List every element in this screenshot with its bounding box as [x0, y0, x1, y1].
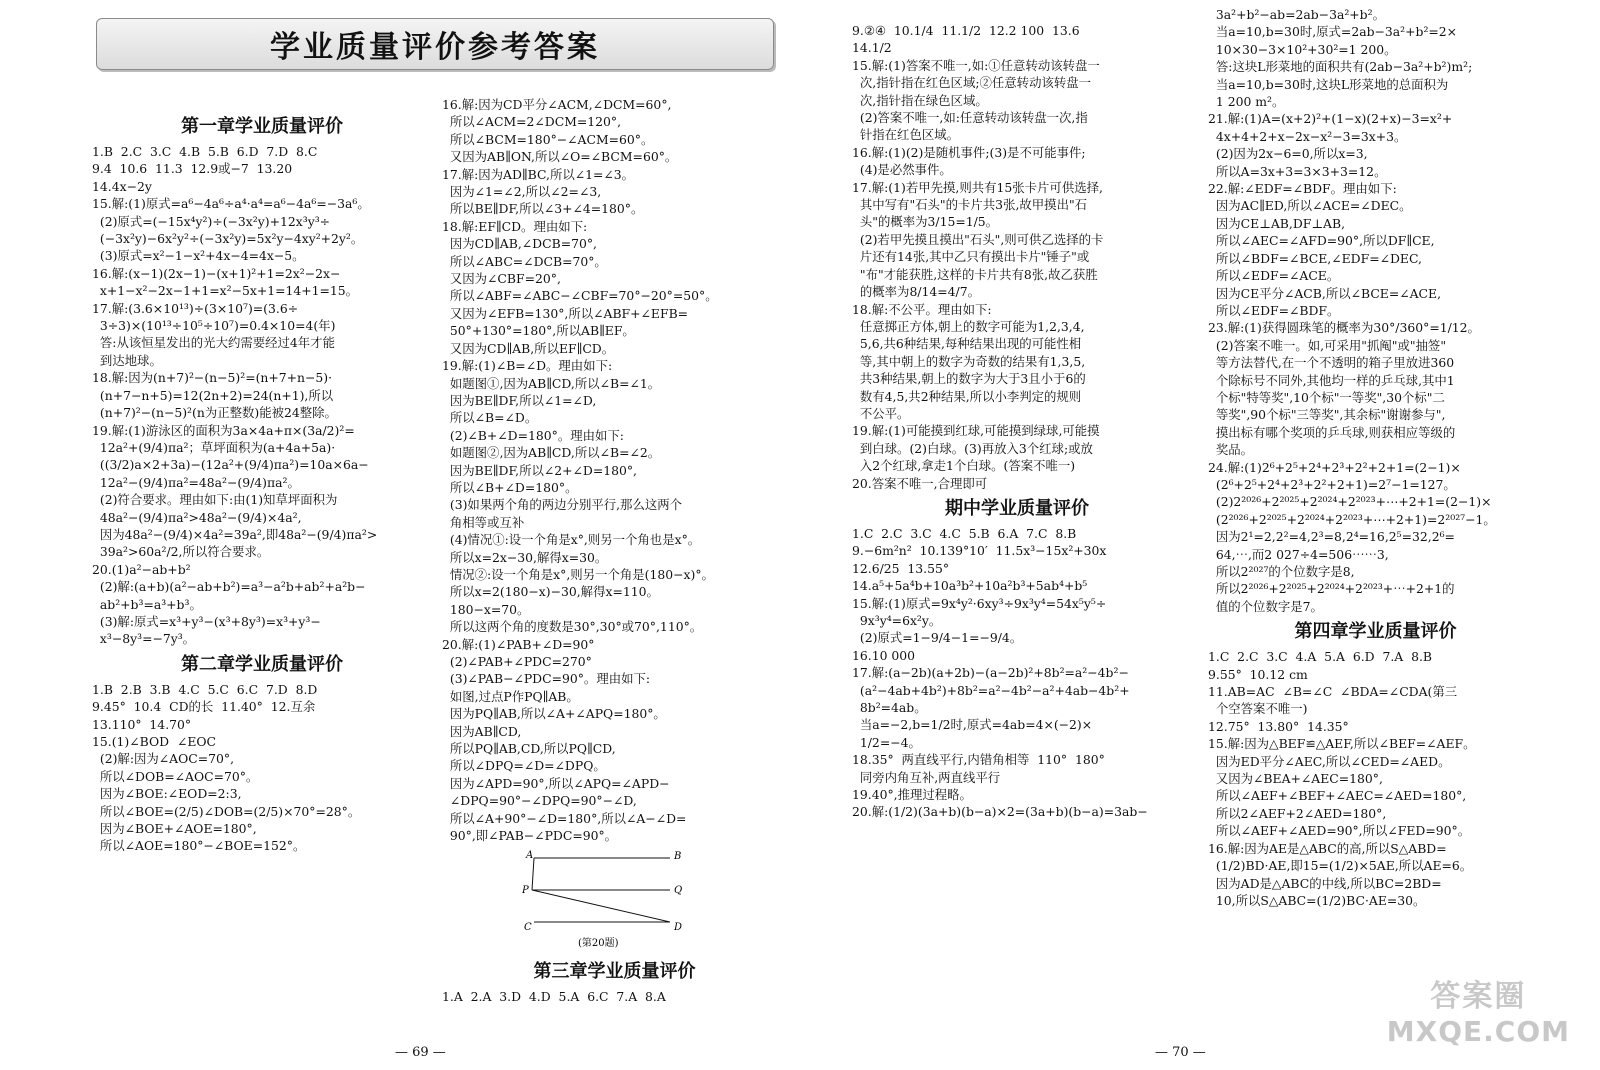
answer-line: 19.解:(1)可能摸到红球,可能摸到绿球,可能摸 — [852, 423, 1100, 439]
answer-line: 因为AC∥ED,所以∠ACE=∠DEC。 — [1208, 198, 1412, 214]
answer-line: 同旁内角互补,两直线平行 — [852, 769, 1001, 785]
answer-line: x³−8y³=−7y³。 — [92, 631, 196, 647]
answer-line: 到白球。(2)白球。(3)再放入3个红球;或放 — [852, 440, 1093, 456]
figure-20 — [522, 850, 787, 954]
answer-line: 所以∠AEF+∠BEF+∠AEC=∠AED=180°, — [1208, 788, 1467, 804]
answer-line: 所以∠ACM=2∠DCM=120°, — [442, 114, 622, 130]
answer-line: 5,6,共6种结果,每种结果出现的可能性相 — [852, 336, 1082, 352]
answer-line: 4x+4+2+x−2x−x²−3=3x+3。 — [1208, 128, 1407, 144]
answer-line: 所以BE∥DF,所以∠3+∠4=180°。 — [442, 201, 644, 217]
chapter3-heading: 第三章学业质量评价 — [533, 960, 696, 982]
answer-line: 又因为CD∥AB,所以EF∥CD。 — [442, 340, 615, 356]
answer-line: 又因为∠EFB=130°,所以∠ABF+∠EFB= — [442, 305, 689, 321]
answer-line: 所以x=2x−30,解得x=30。 — [442, 549, 608, 565]
answer-line: 所以∠ABF=∠ABC−∠CBF=70°−20°=50°。 — [442, 288, 718, 304]
answer-line: 22.解:∠EDF=∠BDF。理由如下: — [1208, 181, 1397, 197]
answer-line: 48a²−(9/4)πa²>48a²−(9/4)×4a², — [92, 509, 302, 525]
answer-line: 因为BE∥DF,所以∠1=∠D, — [442, 392, 597, 408]
answer-line: 10×30−3×10²+30²=1 200。 — [1208, 41, 1397, 57]
answer-line: 所以∠B=∠D。 — [442, 410, 538, 426]
watermark-cn: 答案圈 — [1430, 979, 1527, 1014]
answer-line: 12a²+(9/4)πa²；草坪面积为(a+4a+5a)· — [92, 439, 336, 455]
page-number-left: — 69 — — [395, 1045, 446, 1060]
chapter1-heading: 第一章学业质量评价 — [181, 116, 343, 137]
answer-line: 的概率为8/14=4/7。 — [852, 284, 980, 300]
answer-line: 20.(1)a²−ab+b² — [92, 561, 191, 577]
answer-line: 39a²>60a²/2,所以符合要求。 — [92, 544, 270, 560]
answer-line: 180−x=70。 — [442, 601, 530, 617]
answer-line: (2)∠PAB+∠PDC=270° — [442, 654, 592, 669]
answer-line: 针指在红色区域。 — [852, 127, 960, 143]
answer-line: 因为2¹=2,2²=4,2³=8,2⁴=16,2⁵=32,2⁶= — [1208, 529, 1455, 545]
answer-line: 1.C 2.C 3.C 4.C 5.B 6.A 7.C 8.B — [852, 525, 1077, 541]
answer-line: 50°+130°=180°,所以AB∥EF。 — [442, 323, 635, 339]
chapter2-heading: 第二章学业质量评价 — [181, 653, 343, 675]
answer-line: 值的个位数字是7。 — [1208, 598, 1323, 614]
answer-line: 因为∠1=∠2,所以∠2=∠3, — [442, 184, 602, 200]
label-d: D — [674, 922, 683, 934]
answer-line: 19.解:(1)游泳区的面积为3a×4a+π×(3a/2)²= — [92, 422, 355, 438]
answer-line: 又因为∠BEA+∠AEC=180°, — [1208, 771, 1383, 787]
answer-line: (4)是必然事件。 — [852, 162, 952, 178]
answer-line: 20.答案不唯一,合理即可 — [852, 475, 988, 491]
answer-line: 所以PQ∥AB,CD,所以PQ∥CD, — [442, 741, 616, 757]
chapter4-answers — [1208, 648, 1543, 909]
answer-line: 13.110° 14.70° — [92, 716, 192, 732]
answer-line: 因为AB∥CD, — [442, 723, 522, 739]
answer-line: 又因为AB∥ON,所以∠O=∠BCM=60°。 — [442, 149, 678, 165]
answer-line: 9.②④ 10.1/4 11.1/2 12.2 100 13.6 — [852, 23, 1080, 38]
answer-line: 所以∠ABC=∠DCB=70°。 — [442, 253, 607, 269]
answer-line: 1.B 2.C 3.C 4.B 5.B 6.D 7.D 8.C — [92, 144, 318, 159]
answer-line: 所以∠BCM=180°−∠ACM=60°。 — [442, 131, 654, 147]
answer-line: 11.AB=AC ∠B=∠C ∠BDA=∠CDA(第三 — [1208, 684, 1458, 700]
answer-line: 9.4 10.6 11.3 12.9或−7 13.20 — [92, 161, 293, 177]
answer-line: 16.解:因为AE是△ABC的高,所以S△ABD= — [1208, 840, 1447, 856]
answer-line: 12a²−(9/4)πa²=48a²−(9/4)πa²。 — [92, 474, 300, 490]
answer-line: 又因为∠CBF=20°, — [442, 271, 561, 287]
answer-line: 16.解:(1)(2)是随机事件;(3)是不可能事件; — [852, 144, 1086, 160]
answer-line: 23.解:(1)获得圆珠笔的概率为30°/360°=1/12。 — [1208, 320, 1480, 336]
answer-line: 8b²=4ab。 — [852, 700, 927, 716]
answer-line: 15.解:(1)原式=a⁶−4a⁶÷a⁴·a⁴=a⁶−4a⁶=−3a⁶。 — [92, 196, 370, 212]
answer-line: 14.1/2 — [852, 40, 892, 56]
answer-line: (2⁶+2⁵+2⁴+2³+2²+2+1)=2⁷−1=127。 — [1208, 476, 1456, 492]
answer-line: 15.解:(1)答案不唯一,如:①任意转动该转盘一 — [852, 57, 1100, 73]
answer-line: 答:从该恒星发出的光大约需要经过4年才能 — [92, 335, 335, 351]
answer-line: 头"的概率为3/15=1/5。 — [852, 214, 999, 230]
title-banner — [96, 18, 774, 70]
answer-line: 90°,即∠PAB−∠PDC=90°。 — [442, 828, 618, 844]
answer-line: 个除标号不同外,其他均一样的乒乓球,其中1 — [1208, 372, 1455, 388]
answer-line: 因为CE⊥AB,DF⊥AB, — [1208, 215, 1346, 231]
answer-line: 18.解:因为(n+7)²−(n−5)²=(n+7+n−5)· — [92, 370, 333, 386]
answer-line: 所以2∠AEF+2∠AED=180°, — [1208, 805, 1387, 821]
answer-line: 所以∠EDF=∠ACE。 — [1208, 268, 1340, 284]
answer-line: 片还有14张,其中乙只有摸出卡片"锤子"或 — [852, 249, 1090, 265]
column-3 — [852, 22, 1182, 821]
answer-line: 到达地球。 — [92, 352, 162, 368]
watermark — [1387, 971, 1570, 1048]
label-b: B — [674, 851, 682, 863]
answer-line: ((3/2)a×2+3a)−(12a²+(9/4)πa²)=10a×6a− — [92, 457, 369, 473]
answer-line: 因为∠BOE+∠AOE=180°, — [92, 821, 257, 837]
answer-line: (2)符合要求。理由如下:由(1)知草坪面积为 — [92, 492, 338, 508]
answer-line: 16.10 000 — [852, 647, 916, 663]
chapter1-answers — [92, 143, 432, 648]
answer-line: 10,所以S△ABC=(1/2)BC·AE=30。 — [1208, 892, 1426, 908]
answer-line: 不公平。 — [852, 405, 910, 421]
answer-line: 17.解:(1)若甲先摸,则共有15张卡片可供选择, — [852, 179, 1103, 195]
column-4 — [1208, 6, 1543, 909]
midterm-answers — [852, 525, 1182, 821]
answer-line: 所以∠B+∠D=180°。 — [442, 479, 578, 495]
answer-line: "布"才能获胜,这样的卡片共有8张,故乙获胜 — [852, 266, 1098, 282]
chapter3-answers-cont — [852, 22, 1182, 492]
answer-line: 数有4,5,共2种结果,所以小李判定的规则 — [852, 388, 1082, 404]
answer-line: ab²+b³=a³+b³。 — [92, 596, 202, 612]
answer-line: 1.A 2.A 3.D 4.D 5.A 6.C 7.A 8.A — [442, 988, 666, 1004]
answer-line: 奖品。 — [1208, 442, 1254, 458]
answer-line: 18.解:EF∥CD。理由如下: — [442, 218, 588, 234]
answer-line: 所以∠EDF=∠BDF。 — [1208, 302, 1340, 318]
answer-line: 9.45° 10.4 CD的长 11.40° 12.互余 — [92, 699, 316, 715]
page-number-right: — 70 — — [1155, 1045, 1206, 1060]
chapter3-answers — [442, 988, 787, 1005]
answer-line: 1/2=−4。 — [852, 734, 921, 750]
answer-line: 20.解:(1)∠PAB+∠D=90° — [442, 636, 595, 652]
answer-line: 所以这两个角的度数是30°,30°或70°,110°。 — [442, 619, 703, 635]
answer-line: 所以∠DOB=∠AOC=70°。 — [92, 768, 259, 784]
answer-line: (2)答案不唯一,如:任意转动该转盘一次,指 — [852, 110, 1088, 126]
answer-line: 因为PQ∥AB,所以∠A+∠APQ=180°。 — [442, 706, 666, 722]
answer-line: 答:这块L形菜地的面积共有(2ab−3a²+b²)m²; — [1208, 59, 1473, 75]
answer-line: 次,指针指在绿色区域。 — [852, 92, 988, 108]
answer-line: (2)∠B+∠D=180°。理由如下: — [442, 427, 624, 443]
answer-line: 1 200 m²。 — [1208, 94, 1285, 110]
answer-line: 所以x=2(180−x)−30,解得x=110。 — [442, 584, 659, 600]
watermark-en: MXQE.COM — [1386, 1015, 1570, 1048]
answer-line: 17.解:(3.6×10¹³)÷(3×10⁷)=(3.6÷ — [92, 300, 299, 316]
answer-line: 17.解:因为AD∥BC,所以∠1=∠3。 — [442, 166, 635, 182]
answer-line: 9.55° 10.12 cm — [1208, 666, 1308, 682]
answer-line: (2)解:因为∠AOC=70°, — [92, 751, 235, 767]
answer-line: 因为BE∥DF,所以∠2+∠D=180°, — [442, 462, 637, 478]
answer-line: (2)原式=1−9/4−1=−9/4。 — [852, 630, 1023, 646]
answer-line: 情况②:设一个角是x°,则另一个角是(180−x)°。 — [442, 566, 714, 582]
answer-line: 如题图②,因为AB∥CD,所以∠B=∠2。 — [442, 445, 661, 461]
answer-line: 如题图①,因为AB∥CD,所以∠B=∠1。 — [442, 375, 661, 391]
answer-line: 9.−6m²n² 10.139°10′ 11.5x³−15x²+30x — [852, 543, 1107, 559]
answer-line: 等奖",90个标"三等奖",其余标"谢谢参与", — [1208, 407, 1446, 423]
midterm-answers-cont — [1208, 6, 1543, 615]
answer-line: 所以∠A+90°−∠D=180°,所以∠A−∠D= — [442, 810, 687, 826]
answer-line: 所以∠BOE=(2/5)∠DOB=(2/5)×70°=28°。 — [92, 803, 361, 819]
answer-line: 所以2²⁰²⁶+2²⁰²⁵+2²⁰²⁴+2²⁰²³+⋯+2+1的 — [1208, 581, 1455, 597]
chapter2-answers — [92, 681, 432, 855]
answer-line: (2)解:(a+b)(a²−ab+b²)=a³−a²b+ab²+a²b− — [92, 579, 366, 595]
answer-line: 15.解:(1)原式=9x⁴y²·6xy³÷9x³y⁴=54x⁵y⁵÷ — [852, 595, 1107, 611]
answer-line: 次,指针指在红色区域;②任意转动该转盘一 — [852, 75, 1092, 91]
midterm-heading: 期中学业质量评价 — [945, 497, 1089, 519]
answer-line: 21.解:(1)A=(x+2)²+(1−x)(2+x)−3=x²+ — [1208, 111, 1453, 127]
answer-line: (n+7)²−(n−5)²(n为正整数)能被24整除。 — [92, 405, 337, 421]
answer-line: (−3x²y)−6x²y²÷(−3x²y)=5x²y−4xy²+2y²。 — [92, 231, 364, 247]
answer-line: 其中写有"石头"的卡片共3张,故甲摸出"石 — [852, 197, 1088, 213]
label-a: A — [526, 850, 534, 862]
answer-line: 因为∠APD=90°,所以∠APQ=∠APD− — [442, 775, 670, 791]
answer-line: (a²−4ab+4b²)+8b²=a²−4b²−a²+4ab−4b²+ — [852, 682, 1130, 698]
answer-line: (3)如果两个角的两边分别平行,那么这两个 — [442, 497, 683, 513]
chapter4-heading: 第四章学业质量评价 — [1294, 621, 1457, 643]
answer-line: 因为48a²−(9/4)×4a²=39a²,即48a²−(9/4)πa²> — [92, 526, 378, 542]
answer-line: 等,其中朝上的数字为奇数的结果有1,3,5, — [852, 353, 1086, 369]
answer-line: 3a²+b²−ab=2ab−3a²+b²。 — [1208, 7, 1385, 22]
answer-line: ∠DPQ=90°−∠DPQ=90°−∠D, — [442, 793, 637, 809]
answer-line: 14.4x−2y — [92, 178, 152, 194]
label-c: C — [524, 922, 532, 934]
answer-line: 当a=10,b=30时,原式=2ab−3a²+b²=2× — [1208, 24, 1458, 40]
answer-line: 因为∠BOE:∠EOD=2:3, — [92, 786, 242, 802]
answer-line: 12.6/25 13.55° — [852, 560, 950, 576]
answer-line: 所以∠DPQ=∠D=∠DPQ。 — [442, 758, 606, 774]
answer-line: 所以∠AEF+∠AED=90°,所以∠FED=90°。 — [1208, 823, 1471, 839]
answer-line: 因为CE平分∠ACB,所以∠BCE=∠ACE, — [1208, 285, 1442, 301]
answer-line: (1/2)BD·AE,即15=(1/2)×5AE,所以AE=6。 — [1208, 858, 1473, 874]
answer-line: (2)若甲先摸且摸出"石头",则可供乙选择的卡 — [852, 231, 1104, 247]
answer-line: 角相等或互补 — [442, 514, 525, 530]
answer-line: (2)2²⁰²⁶+2²⁰²⁵+2²⁰²⁴+2²⁰²³+⋯+2+1=(2−1)× — [1208, 494, 1492, 510]
answer-line: 14.a⁵+5a⁴b+10a³b²+10a²b³+5ab⁴+b⁵ — [852, 578, 1088, 594]
answer-line: 18.解:不公平。理由如下: — [852, 301, 992, 317]
label-q: Q — [674, 885, 683, 897]
answer-line: 1.B 2.B 3.B 4.C 5.C 6.C 7.D 8.D — [92, 681, 318, 697]
answer-line: (2)原式=(−15x⁴y²)÷(−3x²y)+12x³y³÷ — [92, 213, 331, 229]
answer-line: 9x³y⁴=6x²y。 — [852, 613, 942, 628]
answer-line: 个标"特等奖",10个标"一等奖",30个标"二 — [1208, 389, 1445, 405]
answer-line: (3)原式=x²−1−x²+4x−4=4x−5。 — [92, 248, 305, 264]
answer-line: (2)答案不唯一。如,可采用"抓阄"或"抽签" — [1208, 337, 1447, 353]
answer-line: 当a=10,b=30时,这块L形菜地的总面积为 — [1208, 76, 1449, 92]
answer-line: 摸出标有哪个奖项的乒乓球,则获相应等级的 — [1208, 424, 1456, 440]
answer-line: 因为AD是△ABC的中线,所以BC=2BD= — [1208, 875, 1442, 891]
answer-line: 因为ED平分∠AEC,所以∠CED=∠AED。 — [1208, 753, 1451, 769]
label-p: P — [522, 885, 529, 897]
answer-line: (4)情况①:设一个角是x°,则另一个角也是x°。 — [442, 532, 701, 548]
figure-caption: (第20题) — [578, 938, 619, 950]
answer-line: 18.35° 两直线平行,内错角相等 110° 180° — [852, 752, 1105, 768]
answer-line: 20.解:(1/2)(3a+b)(b−a)×2=(3a+b)(b−a)=3ab− — [852, 804, 1148, 820]
answer-line: 16.解:因为CD平分∠ACM,∠DCM=60°, — [442, 97, 672, 112]
answer-line: 入2个红球,拿走1个白球。(答案不唯一) — [852, 458, 1076, 474]
answer-line: 17.解:(a−2b)(a+2b)−(a−2b)²+8b²=a²−4b²− — [852, 665, 1129, 681]
answer-line: x+1−x²−2x−1+1=x²−5x+1=14+1=15。 — [92, 283, 359, 299]
answer-line: 因为CD∥AB,∠DCB=70°, — [442, 236, 597, 252]
answer-line: 当a=−2,b=1/2时,原式=4ab=4×(−2)× — [852, 717, 1093, 733]
answer-line: 19.40°,推理过程略。 — [852, 787, 972, 803]
answer-line: (3)解:原式=x³+y³−(x³+8y³)=x³+y³− — [92, 613, 321, 629]
answer-line: 15.解:因为△BEF≌△AEF,所以∠BEF=∠AEF。 — [1208, 736, 1476, 752]
answer-line: 共3种结果,朝上的数字为大于3且小于6的 — [852, 371, 1086, 387]
answer-line: 所以2²⁰²⁷的个位数字是8, — [1208, 564, 1355, 579]
answer-line: 所以∠BDF=∠BCE,∠EDF=∠DEC, — [1208, 250, 1422, 266]
answer-line: 1.C 2.C 3.C 4.A 5.A 6.D 7.A 8.B — [1208, 649, 1433, 665]
answer-line: 3÷3)×(10¹³÷10⁵÷10⁷)=0.4×10=4(年) — [92, 318, 336, 334]
answer-line: 24.解:(1)2⁶+2⁵+2⁴+2³+2²+2+1=(2−1)× — [1208, 459, 1461, 475]
column-1 — [92, 110, 432, 855]
answer-line: 所以A=3x+3=3×3+3=12。 — [1208, 163, 1387, 179]
answer-line: 个空答案不唯一) — [1208, 701, 1308, 717]
answer-line: 所以∠AOE=180°−∠BOE=152°。 — [92, 838, 306, 854]
answer-line: 12.75° 13.80° 14.35° — [1208, 718, 1349, 734]
answer-line: 等方法替代,在一个不透明的箱子里放进360 — [1208, 355, 1455, 371]
answer-line: (2²⁰²⁶+2²⁰²⁵+2²⁰²⁴+2²⁰²³+⋯+2+1)=2²⁰²⁷−1。 — [1208, 511, 1496, 527]
answer-line: (n+7−n+5)=12(2n+2)=24(n+1),所以 — [92, 387, 334, 403]
column-2 — [442, 96, 787, 1005]
figure-20-diagram — [522, 850, 692, 950]
chapter1-answers-cont — [442, 96, 787, 844]
page-title: 学业质量评价参考答案 — [270, 30, 600, 65]
answer-line: 15.(1)∠BOD ∠EOC — [92, 734, 217, 749]
answer-line: 所以∠AEC=∠AFD=90°,所以DF∥CE, — [1208, 233, 1435, 249]
answer-line: 64,⋯,而2 027÷4=506⋯⋯3, — [1208, 546, 1389, 562]
answer-line: 如图,过点P作PQ∥AB。 — [442, 688, 579, 704]
answer-line: 任意掷正方体,朝上的数字可能为1,2,3,4, — [852, 318, 1085, 334]
answer-line: (3)∠PAB−∠PDC=90°。理由如下: — [442, 671, 651, 687]
answer-line: 19.解:(1)∠B=∠D。理由如下: — [442, 358, 613, 374]
answer-line: 16.解:(x−1)(2x−1)−(x+1)²+1=2x²−2x− — [92, 265, 341, 281]
answer-line: (2)因为2x−6=0,所以x=3, — [1208, 146, 1368, 162]
